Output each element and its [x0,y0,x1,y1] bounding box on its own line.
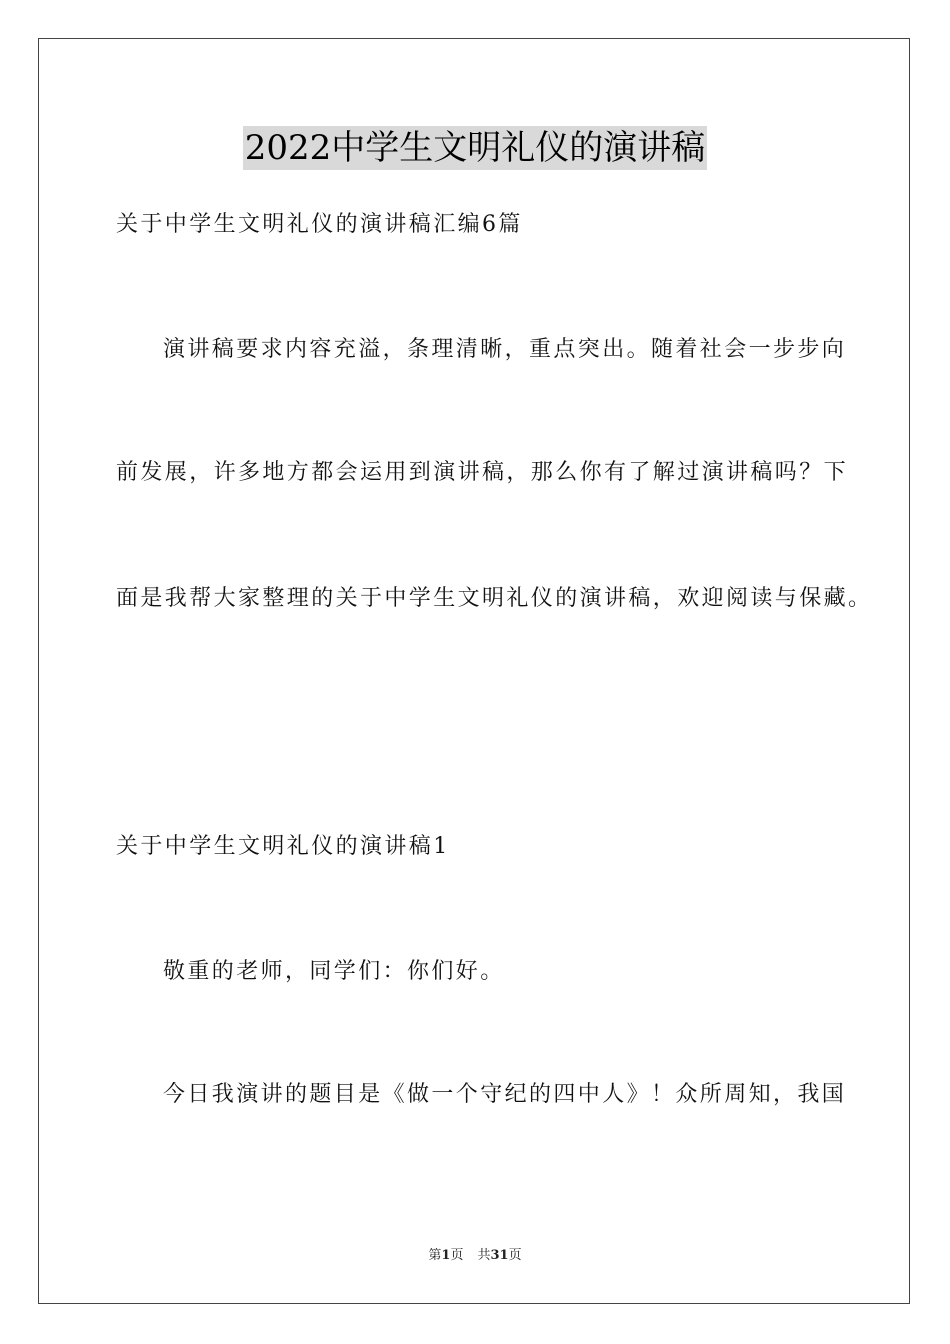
body-paragraph-line: 今日我演讲的题目是《做一个守纪的四中人》！众所周知，我国 [163,1082,847,1107]
footer-page-prefix: 第 [428,1248,442,1263]
section-heading: 关于中学生文明礼仪的演讲稿1 [116,834,450,859]
greeting-paragraph: 敬重的老师，同学们：你们好。 [163,959,505,984]
document-subtitle: 关于中学生文明礼仪的演讲稿汇编6篇 [116,212,523,237]
intro-line-1: 演讲稿要求内容充溢，条理清晰，重点突出。随着社会一步步向 [163,337,847,362]
footer-total-suffix: 页 [508,1248,522,1263]
page-footer [0,1247,950,1265]
intro-line-3: 面是我帮大家整理的关于中学生文明礼仪的演讲稿，欢迎阅读与保藏。 [116,586,873,611]
document-title: 2022中学生文明礼仪的演讲稿 [244,128,706,168]
footer-page-suffix: 页 [450,1248,464,1263]
footer-total-prefix: 共 [477,1248,491,1263]
title-container [0,126,950,170]
intro-line-2: 前发展，许多地方都会运用到演讲稿，那么你有了解过演讲稿吗？下 [116,460,849,485]
footer-page-number: 1 [441,1248,451,1263]
footer-total-pages: 31 [490,1248,509,1263]
